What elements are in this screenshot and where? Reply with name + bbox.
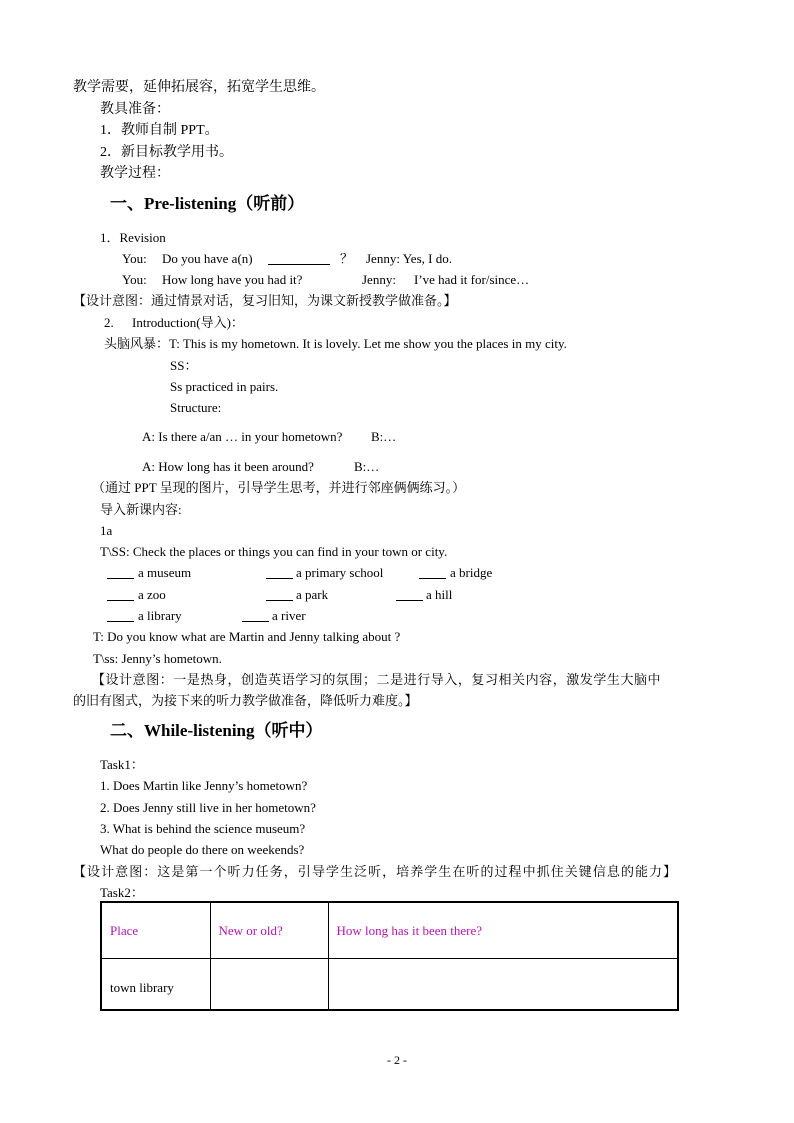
place-river: a river [272, 608, 306, 623]
place-hill: a hill [426, 587, 453, 602]
new-content-label: 导入新课内容: [100, 502, 182, 517]
task1-question-1: 1. Does Martin like Jenny’s hometown? [100, 778, 308, 793]
header-new-or-old: New or old? [210, 902, 328, 959]
cell-new-or-old[interactable] [210, 959, 328, 1011]
place-primary-school: a primary school [296, 565, 384, 580]
checkbox-blank[interactable] [419, 566, 446, 579]
task2-table [100, 901, 679, 1011]
checkbox-blank[interactable] [266, 588, 293, 601]
revision-answer-2: I’ve had it for/since… [414, 272, 530, 287]
checkbox-blank[interactable] [107, 566, 134, 579]
header-place: Place [101, 902, 210, 959]
answer-blank [268, 252, 330, 265]
brainstorm-line: 头脑风暴：T: This is my hometown. It is lovely. Let me show you the places in my city. [104, 336, 567, 351]
structure-b-1: B:… [371, 429, 397, 444]
section2-heading: 二、While-listening（听中） [110, 721, 323, 740]
ppt-note: （通过 PPT 呈现的图片，引导学生思考，并进行邻座俩俩练习。） [92, 480, 466, 495]
header-how-long: How long has it been there? [328, 902, 678, 959]
revision-you-2: You: [122, 272, 147, 287]
revision-title: 1．Revision [100, 230, 166, 245]
revision-you-1: You: [122, 251, 147, 266]
design-note-2-line-1: 【设计意图：一是热身，创造英语学习的氛围；二是进行导入，复习相关内容，激发学生大脑中 [92, 672, 662, 687]
revision-jenny-2: Jenny: [362, 272, 396, 287]
check-instruction: T\SS: Check the places or things you can find in your town or city. [100, 544, 448, 559]
label-1a: 1a [100, 523, 113, 538]
task2-title: Task2： [100, 885, 144, 900]
intro-line: 教学需要，延伸拓展容，拓宽学生思维。 [73, 80, 325, 95]
task1-question-4: What do people do there on weekends? [100, 842, 305, 857]
design-note-2-line-2: 的旧有图式，为接下来的听力教学做准备，降低听力难度。】 [73, 693, 418, 708]
revision-answer-1: Jenny: Yes, I do. [366, 251, 452, 266]
structure-label: Structure: [170, 400, 222, 415]
checkbox-blank[interactable] [396, 588, 423, 601]
task1-question-3: 3. What is behind the science museum? [100, 821, 306, 836]
structure-a-2: A: How long has it been around? [142, 459, 314, 474]
question-mark: ？ [340, 251, 354, 266]
place-zoo: a zoo [138, 587, 166, 602]
structure-b-2: B:… [354, 459, 380, 474]
revision-question-1: Do you have a(n) [162, 251, 253, 266]
place-museum: a museum [138, 565, 192, 580]
cell-how-long[interactable] [328, 959, 678, 1011]
teacher-question: T: Do you know what are Martin and Jenny talking about ? [93, 629, 401, 644]
revision-question-2: How long have you had it? [162, 272, 303, 287]
design-note-3: 【设计意图：这是第一个听力任务，引导学生泛听，培养学生在听的过程中抓住关键信息的能力】 [73, 864, 678, 879]
design-note-1: 【设计意图：通过情景对话，复习旧知，为课文新授教学做准备。】 [73, 293, 457, 308]
checkbox-blank[interactable] [242, 609, 269, 622]
place-bridge: a bridge [450, 565, 493, 580]
table-row [101, 959, 678, 1011]
ss-label: SS： [170, 358, 198, 373]
pair-practice: Ss practiced in pairs. [170, 379, 279, 394]
table-header-row [101, 902, 678, 959]
intro-title: Introduction(导入)： [132, 315, 244, 330]
checkbox-blank[interactable] [107, 609, 134, 622]
checkbox-blank[interactable] [266, 566, 293, 579]
task1-question-2: 2. Does Jenny still live in her hometown? [100, 800, 316, 815]
ss-answer: T\ss: Jenny’s hometown. [93, 651, 222, 666]
tool-item-1: 1．教师自制 PPT。 [100, 123, 219, 138]
task1-title: Task1： [100, 757, 144, 772]
checkbox-blank[interactable] [107, 588, 134, 601]
process-title: 教学过程： [100, 166, 170, 181]
place-library: a library [138, 608, 182, 623]
tools-title: 教具准备： [100, 102, 170, 117]
section1-heading: 一、Pre-listening（听前） [110, 194, 305, 213]
place-park: a park [296, 587, 329, 602]
cell-place: town library [101, 959, 210, 1011]
structure-a-1: A: Is there a/an … in your hometown? [142, 429, 343, 444]
page-number: - 2 - [387, 1053, 407, 1067]
intro-number: 2. [104, 315, 114, 330]
tool-item-2: 2．新目标教学用书。 [100, 145, 233, 160]
